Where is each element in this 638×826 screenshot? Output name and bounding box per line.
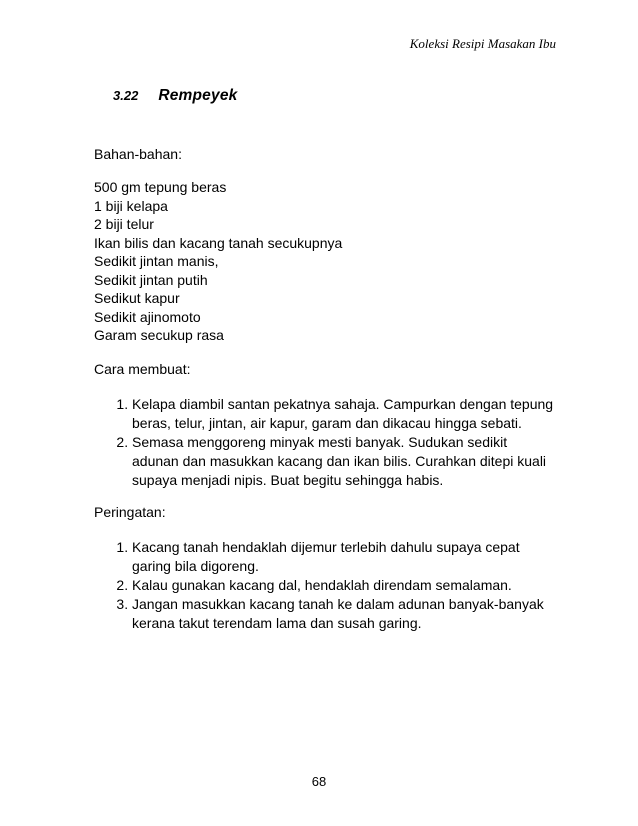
ingredient-line: Garam secukup rasa [94,327,224,343]
method-step: 1. Kelapa diambil santan pekatnya sahaja. Campurkan dengan tepung beras, telur, jintan, air kapur, garam dan dikacau hingga sebati. [132,395,556,433]
section-title: Rempeyek [158,87,238,104]
ingredient-line: Sedikit jintan manis, [94,253,219,269]
ingredient-line: Sedikit jintan putih [94,271,208,288]
note-item: 3. Jangan masukkan kacang tanah ke dalam adunan banyak-banyak kerana takut terendam lama dan susah garing. [132,595,556,633]
ingredients-heading: Bahan-bahan: [94,146,182,162]
note-item: 2. Kalau gunakan kacang dal, hendaklah direndam semalaman. [132,576,556,595]
ingredient-line: Sedikut kapur [94,290,180,306]
ingredient-line: 1 biji kelapa [94,197,168,214]
running-header: Koleksi Resipi Masakan Ibu [409,36,556,51]
page-number: 68 [311,774,327,789]
ingredient-line: 2 biji telur [94,216,154,232]
method-heading: Cara membuat: [94,360,191,377]
note-item: 1. Kacang tanah hendaklah dijemur terlebih dahulu supaya cepat garing bila digoreng. [132,538,556,576]
section-number: 3.22 [113,88,139,103]
notes-list [94,538,556,633]
method-list [94,395,556,490]
ingredient-line: Sedikit ajinomoto [94,308,201,325]
ingredient-line: 500 gm tepung beras [94,179,227,195]
method-step: 2. Semasa menggoreng minyak mesti banyak. Sudukan sedikit adunan dan masukkan kacang dan ikan bilis. Curahkan ditepi kuali supaya menjadi nipis. Buat begitu sehingga habis. [132,433,556,490]
notes-heading: Peringatan: [94,503,166,520]
ingredient-line: Ikan bilis dan kacang tanah secukupnya [94,234,343,251]
ingredients-list [94,178,556,345]
section-heading [94,87,556,105]
